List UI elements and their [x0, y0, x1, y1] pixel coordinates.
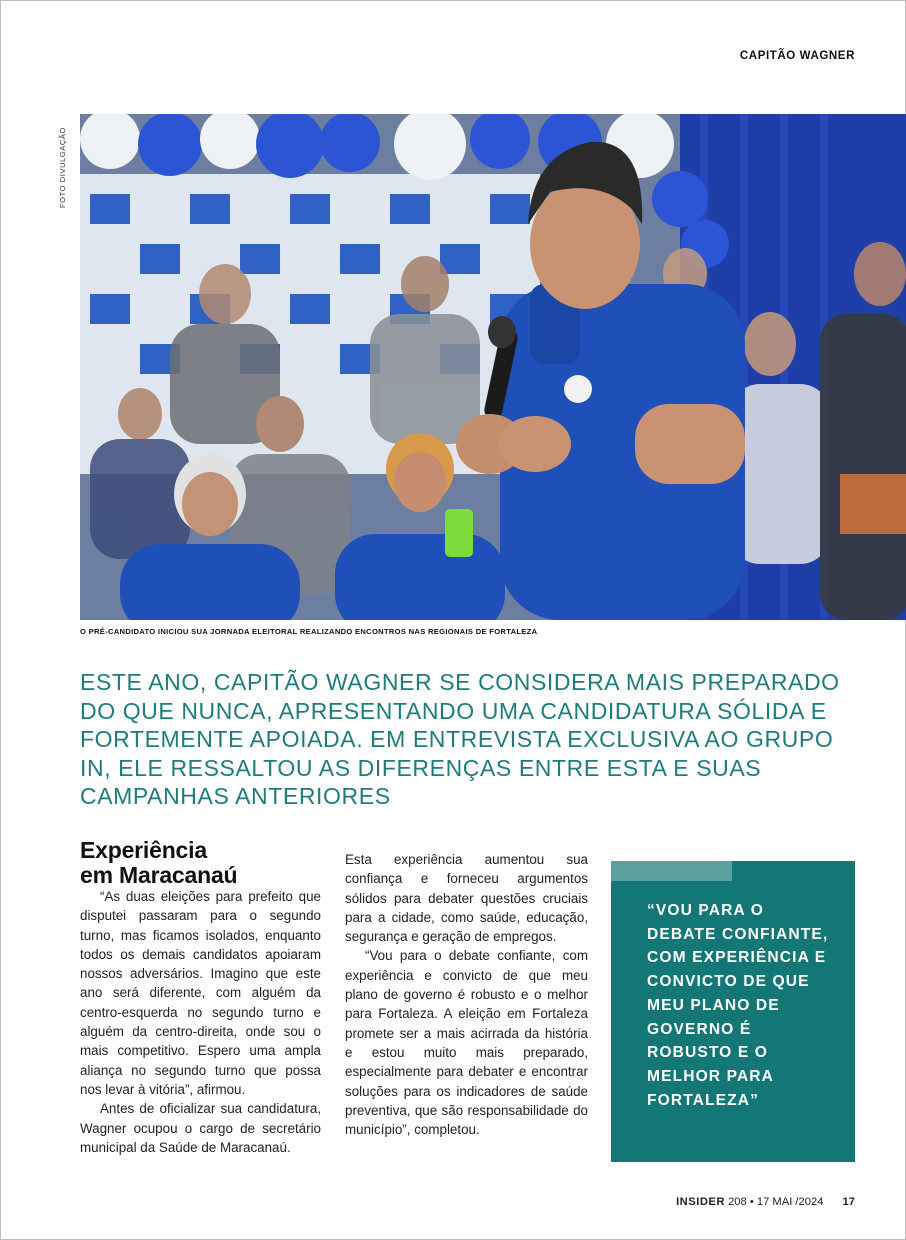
section-subhead [80, 838, 237, 888]
photo-credit: FOTO DIVULGAÇÃO [58, 127, 67, 208]
article-paragraph: “Vou para o debate confiante, com experiência e convicto de que meu plano de governo é robusto e o melhor para Fortaleza. A eleição em Fortaleza promete ser a mais acirrada da história e estou muito mais preparado, especialmente para debater e encontrar soluções para os indicadores de saúde preventiva, que são responsabilidade do município”, completou. [345, 948, 588, 1138]
magazine-name: INSIDER [676, 1196, 725, 1208]
article-paragraph: “As duas eleições para prefeito que disputei passaram para o segundo turno, mas ficamos isolados, enquanto todos os demais candidatos apoiaram nossos adversários. Imagino que este ano será diferente, com alguém da centro-esquerda no segundo turno e alguém da centro-direita, onde sou o mais competitivo. Espero uma ampla aliança no segundo turno que possa nos levar à vitória”, afirmou. [80, 889, 321, 1097]
article-column-1 [80, 887, 321, 1157]
pull-quote: “VOU PARA O DEBATE CONFIANTE, COM EXPERIÊNCIA E CONVICTO DE QUE MEU PLANO DE GOVERNO É ROBUSTO E O MELHOR PARA FORTALEZA” [647, 902, 829, 1109]
subhead-line-1: Experiência [80, 837, 207, 863]
pull-quote-tab [611, 861, 732, 881]
lead-paragraph: ESTE ANO, CAPITÃO WAGNER SE CONSIDERA MAIS PREPARADO DO QUE NUNCA, APRESENTANDO UMA CANDIDATURA SÓLIDA E FORTEMENTE APOIADA. EM ENTREVISTA EXCLUSIVA AO GRUPO IN, ELE RESSALTOU AS DIFERENÇAS ENTRE ESTA E SUAS CAMPANHAS ANTERIORES [80, 669, 840, 809]
photo-caption: O PRÉ-CANDIDATO INICIOU SUA JORNADA ELEITORAL REALIZANDO ENCONTROS NAS REGIONAIS DE FORTALEZA [80, 627, 538, 636]
running-head: CAPITÃO WAGNER [739, 50, 855, 62]
speaker-photo [80, 114, 906, 620]
article-column-2 [345, 850, 588, 1139]
issue-info: 208 • 17 MAI /2024 [728, 1196, 824, 1208]
article-paragraph: Antes de oficializar sua candidatura, Wagner ocupou o cargo de secretário municipal da Saúde de Maracanaú. [80, 1101, 321, 1155]
pull-quote-box [611, 861, 855, 1162]
article-paragraph: Esta experiência aumentou sua confiança e forneceu argumentos sólidos para debater questões cruciais para a cidade, como saúde, educação, segurança e geração de empregos. [345, 852, 588, 945]
page-footer [676, 1196, 855, 1208]
subhead-line-2: em Maracanaú [80, 862, 238, 888]
page-number: 17 [842, 1196, 855, 1208]
